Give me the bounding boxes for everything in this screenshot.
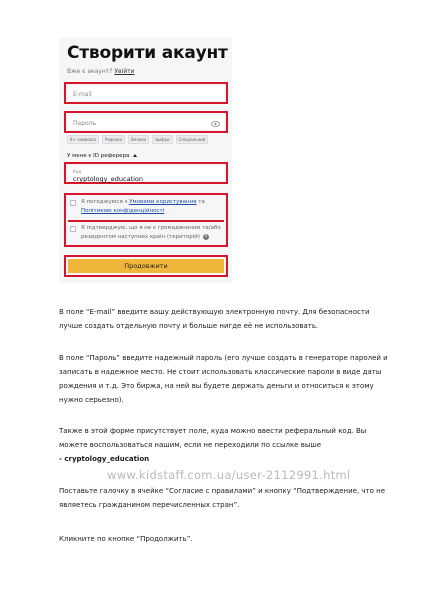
instruction-email: В поле “E-mail” введите вашу действующую электронную почту. Для безопасности лучше создать отдельную почту и больше нигде её не использовать. [59,308,370,330]
continue-highlight [64,255,228,277]
password-rule: 8+ символів [67,135,99,144]
privacy-link[interactable]: Політикою конфіденційності [81,208,165,214]
password-placeholder: Пароль [73,120,97,127]
consent-prefix: Я погоджуюся з [81,199,128,205]
form-title: Створити акаунт [67,43,228,63]
residency-text [81,224,221,242]
referrer-code-field[interactable] [68,166,224,183]
eye-icon[interactable] [211,121,220,127]
terms-link[interactable]: Умовами користування [129,199,197,205]
email-field[interactable] [68,86,224,100]
consent-text [81,198,221,216]
residency-label: Я підтверджую, що я не є громадянином та/або резидентом наступних країн (територій) [81,225,221,240]
password-rule: Цифри [152,135,172,144]
referrer-field-value: cryptology_education [73,175,144,183]
email-placeholder: E-mail [73,91,92,98]
login-link[interactable]: Увійти [114,68,135,75]
referrer-highlight [64,162,228,184]
signup-form-screenshot [59,38,232,283]
continue-button[interactable]: Продовжити [68,259,224,273]
email-highlight [64,82,228,104]
referrer-code-text: - cryptology_education [59,455,150,463]
password-rule: Спеціальний [176,135,209,144]
chevron-up-icon [133,154,137,157]
password-highlight [64,111,228,133]
residency-checkbox[interactable] [70,226,76,232]
referrer-field-label: Код [73,169,82,174]
instruction-continue: Кликните по кнопке “Продолжить”. [59,535,193,543]
instruction-referrer [59,424,389,466]
referrer-toggle[interactable] [67,153,137,159]
password-rules [67,135,208,144]
referrer-toggle-label: У мене є ID реферера [67,153,130,159]
watermark: www.kidstaff.com.ua/user-2112991.html [107,468,351,482]
checkboxes-highlight [64,193,228,247]
consent-and: та [198,199,205,205]
instruction-checkboxes: Поставьте галочку в ячейке “Согласие с правилами” и кнопку “Подтверждение, что не являетесь гражданином перечисленных стран”. [59,487,386,509]
divider [68,220,224,222]
instruction-referrer-text: Также в этой форме присутствует поле, куда можно ввести реферальный код. Вы можете воспользоваться нашим, если не переходили по ссылке выше [59,427,367,449]
consent-checkbox[interactable] [70,200,76,206]
password-rule: Велика [128,135,149,144]
has-account-text: Вже є акаунт? [67,68,113,75]
password-rule: Рядкова [102,135,125,144]
instruction-password: В поле “Пароль” введите надежный пароль (его лучше создать в генераторе паролей и записать в надежное место. Не стоит использовать классические пароли в виде даты рождения и т.д. Это биржа, на ней вы будете держать деньги и относиться к этому нужно серьезно). [59,354,388,404]
password-field[interactable] [68,115,224,129]
has-account-line [67,68,135,75]
info-icon[interactable]: i [203,234,209,240]
